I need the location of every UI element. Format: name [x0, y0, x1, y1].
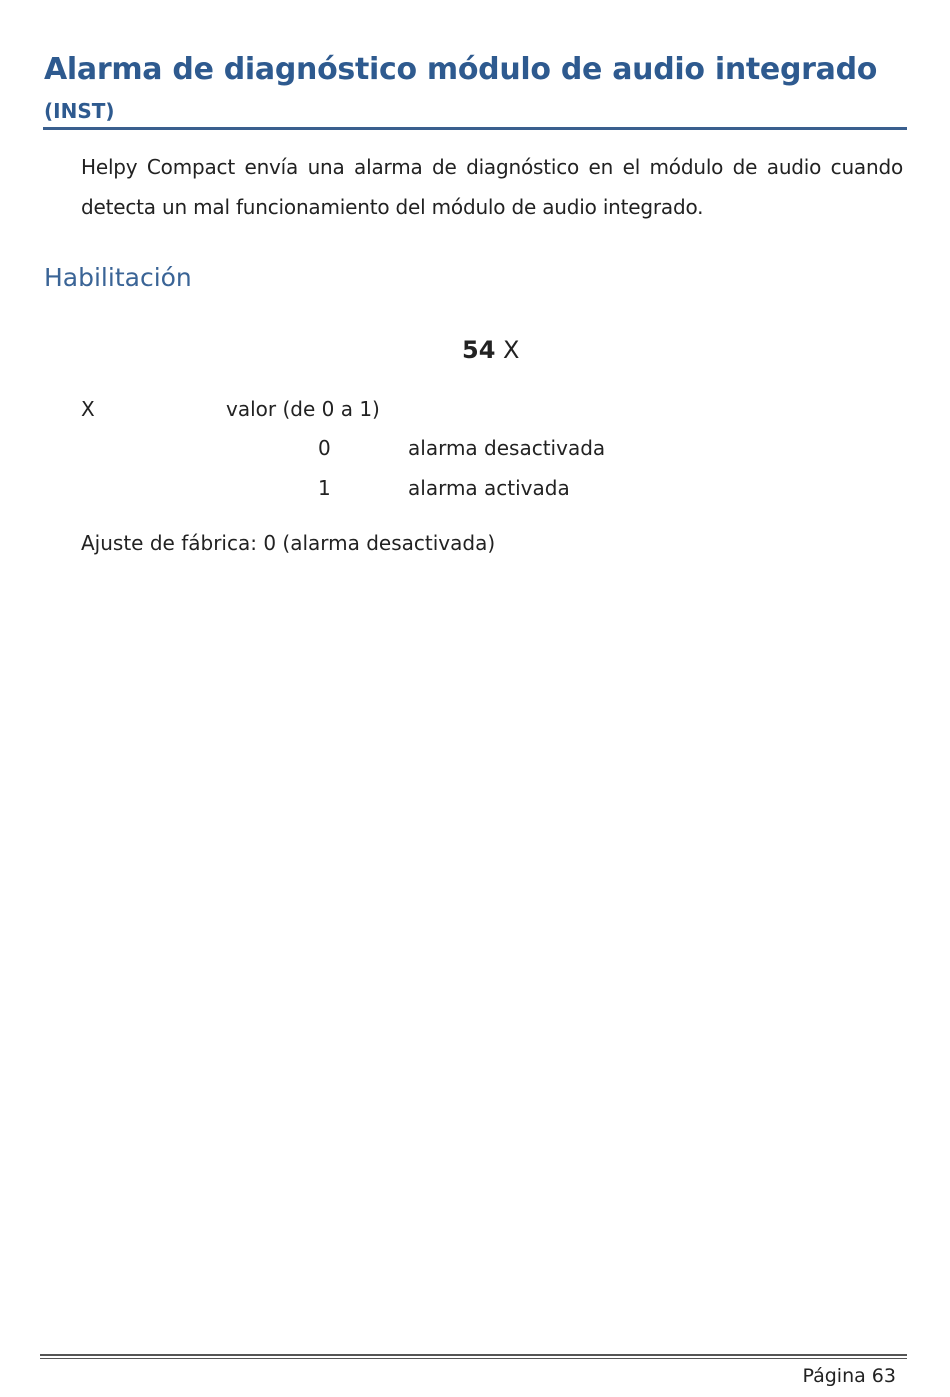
command-code: 54 — [462, 336, 496, 364]
option-label: alarma activada — [408, 476, 570, 500]
parameter-description: valor (de 0 a 1) — [226, 397, 380, 421]
page-title: Alarma de diagnóstico módulo de audio integrado — [44, 52, 878, 87]
title-divider — [43, 127, 907, 130]
page-number: Página 63 — [802, 1365, 896, 1387]
footer-divider — [40, 1354, 907, 1356]
factory-setting: Ajuste de fábrica: 0 (alarma desactivada) — [81, 531, 496, 555]
footer-divider-secondary — [40, 1358, 907, 1359]
page-subtitle: (INST) — [44, 99, 115, 123]
section-heading-habilitacion: Habilitación — [44, 263, 192, 292]
option-label: alarma desactivada — [408, 436, 606, 460]
command-param: X — [503, 336, 520, 364]
option-value: 1 — [318, 476, 331, 500]
parameter-name: X — [81, 397, 95, 421]
command-line — [462, 332, 520, 368]
intro-paragraph: Helpy Compact envía una alarma de diagnóstico en el módulo de audio cuando detecta un mal funcionamiento del módulo de audio integrado. — [81, 155, 903, 219]
option-value: 0 — [318, 436, 331, 460]
